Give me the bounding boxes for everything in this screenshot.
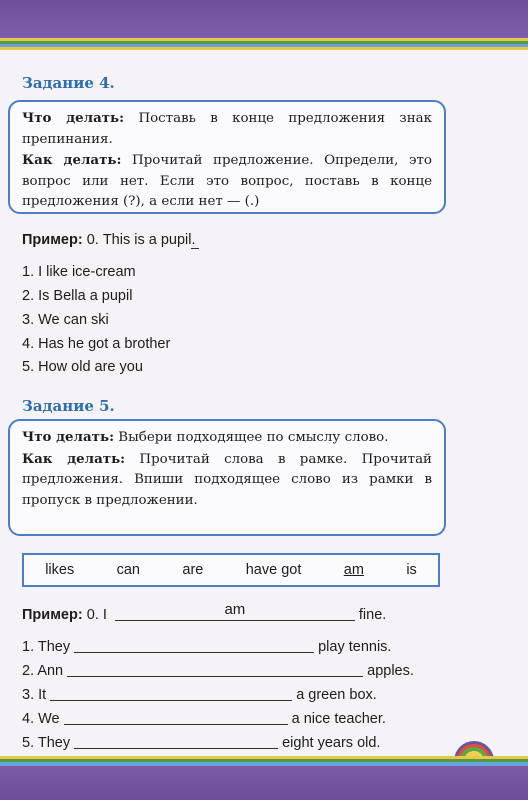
task5-item	[22, 684, 377, 703]
task4-how-label: Как делать:	[22, 152, 122, 168]
task5-item-end: apples.	[367, 663, 414, 679]
word-bank-item: am	[343, 562, 364, 578]
task5-item-start: 1. They	[22, 639, 71, 655]
task5-item-start: 2. Ann	[22, 663, 64, 679]
word-bank-item: are	[182, 562, 204, 578]
task5-how-label: Как делать:	[22, 450, 126, 467]
top-stripes	[0, 38, 528, 50]
task4-what-text: Поставь в конце предложения знак препинания.	[22, 111, 433, 147]
word-bank-item: have got	[245, 562, 302, 578]
task5-how-text: Прочитай слова в рамке. Прочитай предложения. Впиши подходящее слово из рамки в пропуск в предложении.	[22, 451, 432, 508]
task4-example-text: 0. This is a pupil	[86, 232, 192, 248]
task5-example-start: 0. I	[86, 607, 107, 623]
task4-item: 2. Is Bella a pupil	[22, 288, 133, 304]
task5-item-start: 3. It	[22, 687, 47, 703]
task4-example-label: Пример:	[22, 232, 83, 248]
task5-example-answer: am	[224, 601, 246, 618]
task4-item: 4. Has he got a brother	[22, 336, 171, 352]
word-bank-item: is	[406, 562, 417, 578]
task4-example	[22, 232, 199, 249]
task4-item: 1. I like ice-cream	[22, 264, 136, 280]
task5-item	[22, 660, 414, 679]
word-bank-item: can	[116, 562, 140, 578]
task5-instruction-box	[8, 419, 446, 536]
task5-what-label: Что делать:	[22, 429, 115, 445]
task5-example-blank	[115, 601, 355, 621]
task5-item	[22, 708, 386, 727]
top-border	[0, 0, 528, 38]
task5-what-text: Выбери подходящее по смыслу слово.	[118, 430, 389, 445]
task4-example-answer: .	[191, 232, 199, 249]
bottom-stripes	[0, 756, 528, 766]
task5-item-end: a green box.	[296, 687, 377, 703]
task4-instruction-box	[8, 100, 446, 214]
bottom-border	[0, 766, 528, 800]
task5-example	[22, 601, 387, 623]
task4-item: 3. We can ski	[22, 312, 109, 328]
answer-blank[interactable]	[74, 636, 314, 653]
answer-blank[interactable]	[67, 660, 363, 677]
task5-example-end: fine.	[358, 607, 387, 623]
task4-title: Задание 4.	[22, 74, 115, 92]
task5-item-end: eight years old.	[282, 735, 381, 751]
task5-title: Задание 5.	[22, 397, 115, 415]
task5-item-start: 4. We	[22, 711, 60, 727]
task5-item	[22, 732, 380, 751]
task5-example-label: Пример:	[22, 607, 83, 623]
task4-how-text: Прочитай предложение. Определи, это вопрос или нет. Если это вопрос, поставь в конце предложения (?), а если нет — (.)	[22, 153, 432, 209]
task5-item-end: a nice teacher.	[291, 711, 386, 727]
task4-what-label: Что делать:	[22, 110, 125, 126]
answer-blank[interactable]	[74, 732, 278, 749]
word-bank-item: likes	[45, 562, 75, 578]
word-bank	[22, 553, 440, 587]
answer-blank[interactable]	[64, 708, 288, 725]
task5-item	[22, 636, 391, 655]
answer-blank[interactable]	[50, 684, 292, 701]
task4-item: 5. How old are you	[22, 359, 143, 375]
task5-item-start: 5. They	[22, 735, 71, 751]
task5-item-end: play tennis.	[318, 639, 392, 655]
